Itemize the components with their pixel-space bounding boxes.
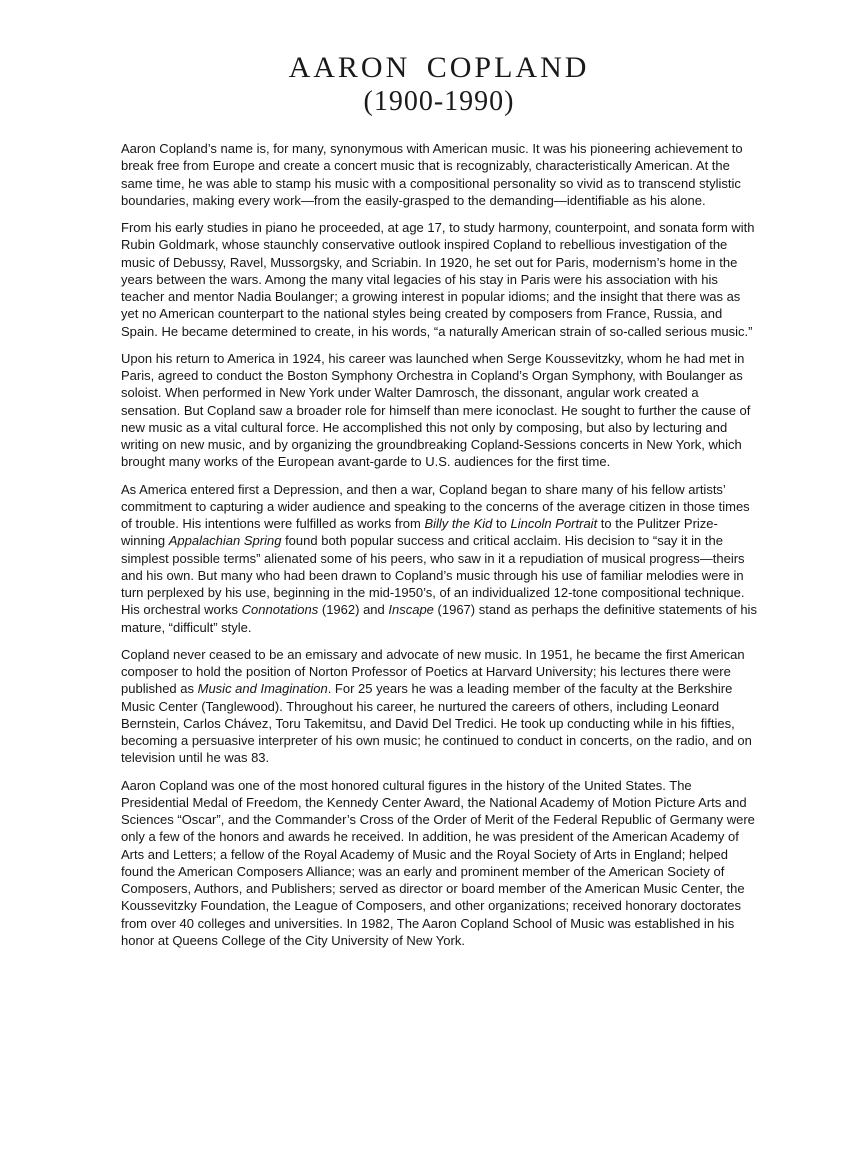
text-segment: Upon his return to America in 1924, his career was launched when Serge Koussevitzky, whom he had met in Paris, agreed to conduct the Boston Symphony Orchestra in Copland’s Organ Symphony, with Boulanger as soloist. When performed in New York under Walter Damrosch, the dissonant, angular work created a sensation. But Copland saw a broader role for himself than mere iconoclast. He sought to further the cause of new music as a vital cultural force. He accomplished this not only by composing, but also by lecturing and writing on new music, and by organizing the groundbreaking Copland-Sessions concerts in New York, which brought many works of the European avant-garde to U.S. audiences for the first time.: [121, 350, 751, 470]
text-segment: to the Pulitzer Prize-winning: [121, 516, 718, 549]
paragraph: [121, 140, 757, 209]
work-title-italic: Billy the Kid: [424, 516, 493, 531]
work-title-italic: Connotations: [241, 602, 319, 618]
text-segment: From his early studies in piano he proceeded, at age 17, to study harmony, counterpoint, and sonata form with Rubin Goldmark, whose staunchly conservative outlook inspired Copland to rebellious investigation of the music of Debussy, Ravel, Mussorgsky, and Scriabin. In 1920, he set out for Paris, modernism’s home in the years between the wars. Among the many vital legacies of his stay in Paris were his association with his teacher and mentor Nadia Boulanger; a growing interest in popular idioms; and the insight that there was as yet no American counterpart to the national styles being created by composers from France, Russia, and Spain. He became determined to create, in his words, “a naturally American strain of so-called serious music.”: [121, 220, 755, 339]
text-segment: . For 25 years he was a leading member of the faculty at the Berkshire Music Center (Tanglewood). Throughout his career, he nurtured the careers of others, including Leonard Bernstein, Carlos Chávez, Toru Takemitsu, and David Del Tredici. He took up conducting while in his fifties, becoming a persuasive interpreter of his own music; he continued to conduct in concerts, on the radio, and on television until he was 83.: [121, 681, 752, 766]
paragraph: [121, 777, 757, 950]
text-segment: to: [492, 516, 511, 531]
work-title-italic: Lincoln Portrait: [510, 516, 598, 531]
paragraph: [121, 646, 757, 767]
paragraph: [121, 219, 757, 340]
work-title-italic: Music and Imagination: [197, 681, 328, 697]
document-header: [121, 50, 757, 118]
text-segment: (1962) and: [318, 602, 389, 618]
text-segment: (1967) stand as perhaps the definitive statements of his mature, “difficult” style.: [121, 602, 757, 635]
paragraph: [121, 481, 757, 636]
text-segment: Copland never ceased to be an emissary and advocate of new music. In 1951, he became the first American composer to hold the position of Norton Professor of Poetics at Harvard University; his lectures there were published as: [121, 646, 745, 697]
page-subtitle: (1900-1990): [363, 86, 515, 117]
page-title: AARON COPLAND: [288, 51, 590, 84]
work-title-italic: Inscape: [388, 602, 434, 618]
text-segment: found both popular success and critical acclaim. His decision to “say it in the simplest possible terms” alienated some of his peers, who saw in it a repudiation of musical progress—theirs and his own. But many who had been drawn to Copland’s music through his use of familiar melodies were in turn perplexed by his use, beginning in the mid-1950’s, of an individualized 12-tone compositional technique. His orchestral works: [121, 533, 745, 618]
text-segment: As America entered first a Depression, and then a war, Copland began to share many of his fellow artists’ commitment to capturing a wider audience and speaking to the concerns of the average citizen in those times of trouble. His intentions were fulfilled as works from: [121, 481, 750, 531]
article-body: [121, 140, 757, 949]
text-segment: Aaron Copland’s name is, for many, synonymous with American music. It was his pioneering achievement to break free from Europe and create a concert music that is recognizably, characteristically American. At the same time, he was able to stamp his music with a compositional personality so vivid as to transcend stylistic boundaries, making every work—from the easily-grasped to the demanding—identifiable as his alone.: [121, 141, 743, 208]
paragraph: [121, 350, 757, 471]
text-segment: Aaron Copland was one of the most honored cultural figures in the history of the United States. The Presidential Medal of Freedom, the Kennedy Center Award, the National Academy of Motion Picture Arts and Sciences “Oscar”, and the Commander’s Cross of the Order of Merit of the Federal Republic of Germany were only a few of the honors and awards he received. In addition, he was president of the American Academy of Arts and Letters; a fellow of the Royal Academy of Music and the Royal Society of Arts in England; helped found the American Composers Alliance; was an early and prominent member of the American Society of Composers, Authors, and Publishers; served as director or board member of the American Music Center, the Koussevitzky Foundation, the League of Composers, and other organizations; received honorary doctorates from over 40 colleges and universities. In 1982, The Aaron Copland School of Music was established in his honor at Queens College of the City University of New York.: [121, 777, 755, 948]
work-title-italic: Appalachian Spring: [168, 533, 282, 549]
